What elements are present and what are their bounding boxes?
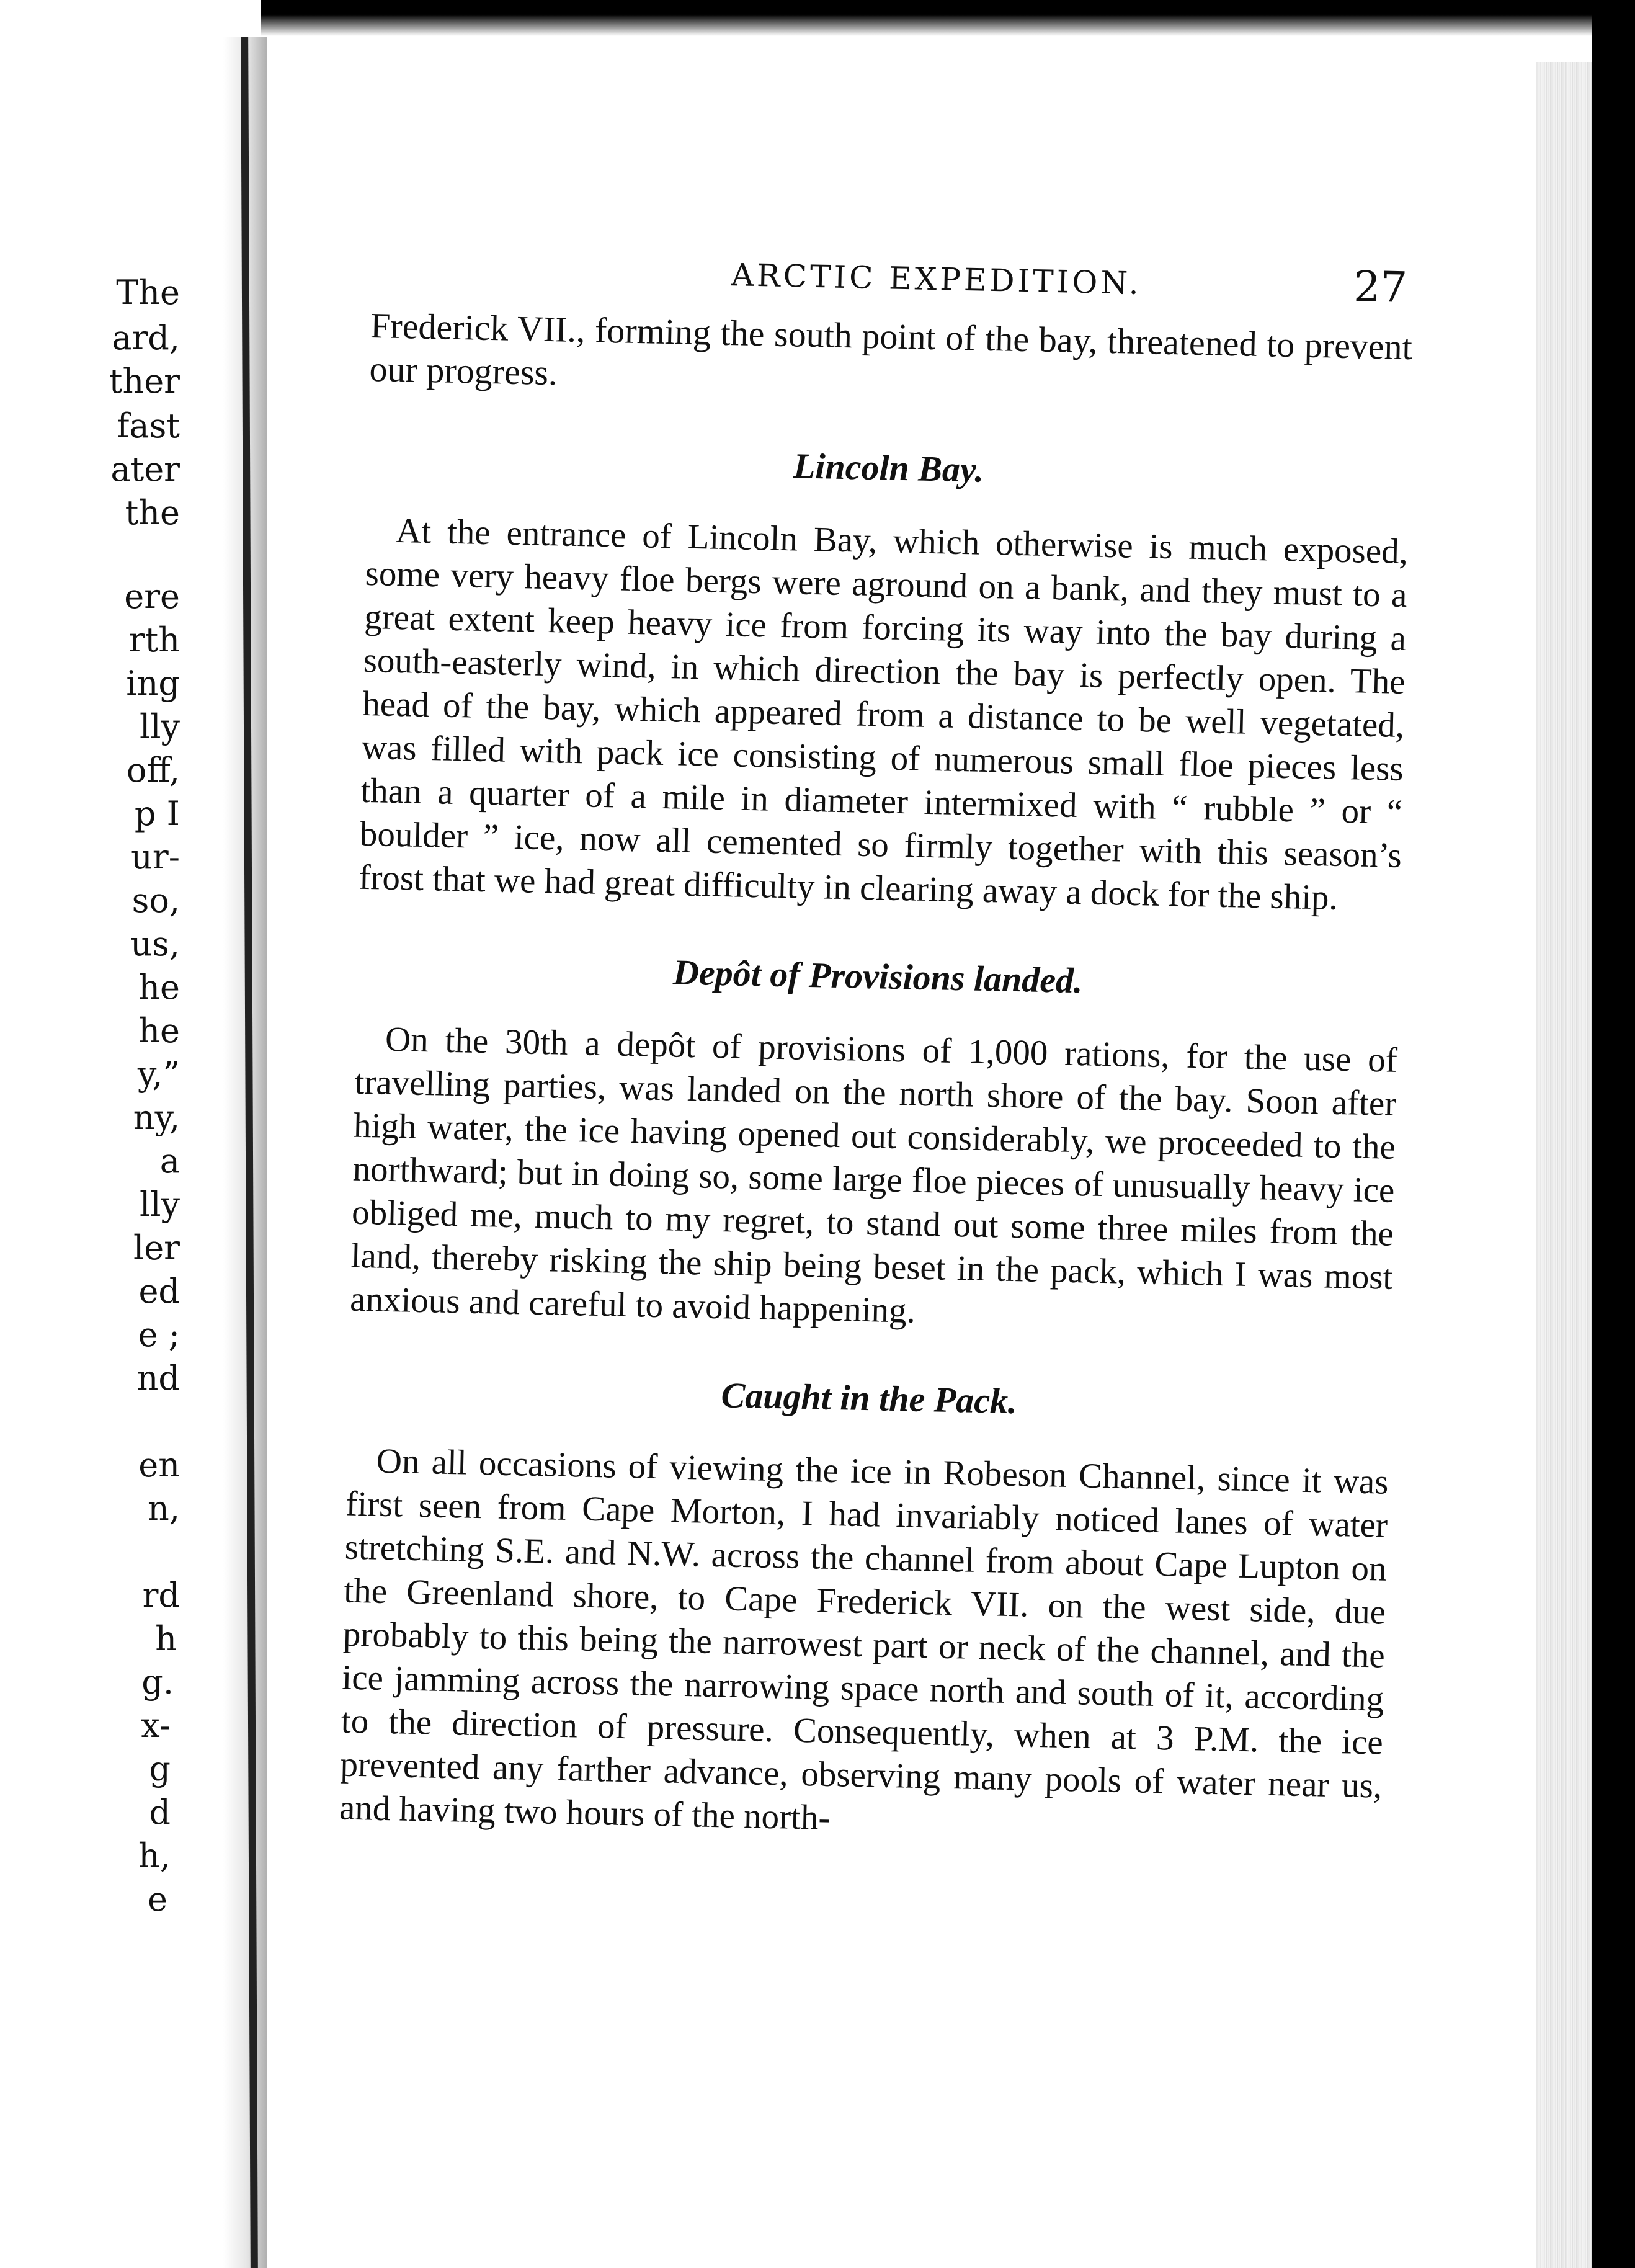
facing-fragment: he [138,1011,180,1050]
facing-fragment: x- [141,1706,171,1745]
facing-fragment: lly [139,1185,180,1224]
facing-fragment: e [148,1880,167,1919]
facing-fragment: d [149,1793,171,1832]
facing-fragment: ler [133,1228,180,1267]
facing-fragment: rth [128,620,180,659]
page-number: 27 [1353,262,1408,313]
facing-fragment: e ; [138,1315,180,1354]
facing-fragment: the [125,493,180,532]
facing-fragment: so, [131,881,180,920]
facing-fragment: ard, [112,318,180,357]
facing-fragment: a [159,1141,180,1181]
facing-page-fragments [0,0,205,2268]
facing-fragment: g. [141,1663,174,1702]
section-paragraph-lincoln-bay: At the entrance of Lincoln Bay, which otherwise is much exposed, some very heavy floe bergs were aground on a bank, and they must to a great extent keep heavy ice from forcing its way into the bay during a south-easterly wind, in which direction the bay is perfectly open. The head of the bay, which appeared from a distance to be well vegetated, was filled with pack ice consisting of numerous small floe pieces less than a quarter of a mile in diameter intermixed with “ rubble ” or “ boulder ” ice, now all cemented so firmly together with this season’s frost that we had great difficulty in clearing away a dock for the ship. [358,511,1409,917]
facing-fragment: en [138,1445,180,1484]
facing-fragment: n, [148,1489,180,1528]
book-page [339,242,1414,1838]
section-paragraph-caught-in-pack: On all occasions of viewing the ice in Robeson Channel, since it was first seen from Cape Morton, I had invariably noticed lanes of water stretching S.E. and N.W. across the channel from about Cape Lupton on the Greenland shore, to Cape Frederick VII. on the west side, due probably to this being the narrowest part or neck of the channel, and the ice jamming across the narrowing space north and south of it, according to the direction of pressure. Consequently, when at 3 P.M. the ice prevented any farther advance, observing many pools of water near us, and having two hours of the north- [339,1441,1389,1838]
facing-fragment: y,” [137,1055,180,1094]
facing-fragment: ater [110,450,180,489]
facing-fragment: nd [136,1359,180,1398]
facing-fragment: lly [139,707,180,746]
section-heading-lincoln-bay: Lincoln Bay. [793,445,984,490]
section-heading-depot: Depôt of Provisions landed. [672,952,1084,1001]
facing-fragment: ed [138,1272,180,1311]
scan-right-border [1592,0,1635,2268]
facing-fragment: rd [142,1576,180,1615]
section-paragraph-depot: On the 30th a depôt of provisions of 1,000 rations, for the use of travelling parties, was landed on the north shore of the bay. Soon after high water, the ice having opened out considerably, we proceeded to the northward; but in doing so, some large floe pieces of unusually heavy ice obliged me, much to my regret, to stand out some three miles from the land, thereby risking the ship being beset in the pack, which I was most anxious and careful to avoid happening. [349,1019,1398,1331]
facing-fragment: fast [117,406,180,445]
facing-fragment: h, [138,1836,171,1875]
facing-fragment: he [138,968,180,1007]
facing-fragment: The [116,273,180,312]
page-edge-stack [1536,62,1592,2268]
page-body [339,304,1412,1852]
scan-top-shadow [261,0,1613,36]
facing-fragment: h [155,1619,177,1658]
opening-paragraph: Frederick VII., forming the south point of the bay, threatened to prevent our progress. [369,305,1413,393]
facing-fragment: ur- [131,837,180,877]
section-heading-caught-in-pack: Caught in the Pack. [721,1375,1018,1422]
facing-fragment: off, [126,751,180,790]
facing-fragment: ing [126,664,180,703]
facing-fragment: ther [109,362,180,401]
facing-fragment: ny, [133,1098,180,1137]
facing-fragment: g [149,1749,171,1788]
facing-fragment: p I [134,794,180,833]
running-title: ARCTIC EXPEDITION. [731,257,1143,301]
facing-fragment: ere [124,577,180,616]
facing-fragment: us, [130,924,180,963]
